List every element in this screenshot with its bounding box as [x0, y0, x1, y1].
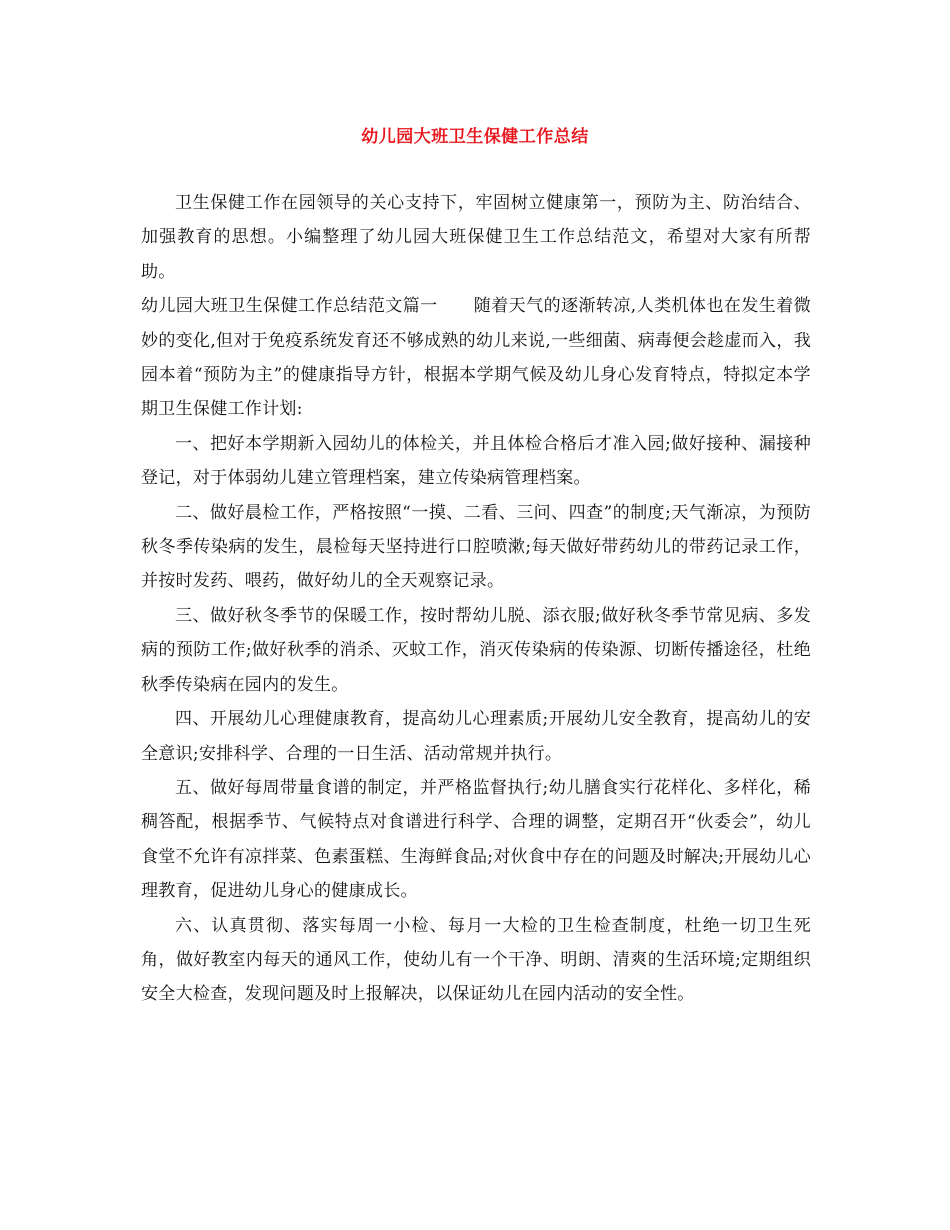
list-item-4: 四、开展幼儿心理健康教育，提高幼儿心理素质;开展幼儿安全教育，提高幼儿的安全意识;安排科学、合理的一日生活、活动常规并执行。 [141, 709, 811, 764]
list-item-1: 一、把好本学期新入园幼儿的体检关，并且体检合格后才准入园;做好接种、漏接种登记，对于体弱幼儿建立管理档案，建立传染病管理档案。 [141, 433, 811, 489]
section-heading: 幼儿园大班卫生保健工作总结范文篇一 [141, 296, 438, 317]
intro-paragraph: 卫生保健工作在园领导的关心支持下，牢固树立健康第一，预防为主、防治结合、加强教育的思想。小编整理了幼儿园大班保健卫生工作总结范文，希望对大家有所帮助。 [141, 193, 811, 282]
list-item-6: 六、认真贯彻、落实每周一小检、每月一大检的卫生检查制度，杜绝一切卫生死角，做好教室内每天的通风工作，使幼儿有一个干净、明朗、清爽的生活环境;定期组织安全大检查，发现问题及时上报解决，以保证幼儿在园内活动的安全性。 [141, 915, 811, 1005]
list-item-2: 二、做好晨检工作，严格按照“一摸、二看、三问、四查”的制度;天气渐凉，为预防秋冬季传染病的发生，晨检每天坚持进行口腔喷漱;每天做好带药幼儿的带药记录工作，并按时发药、喂药，做好幼儿的全天观察记录。 [141, 502, 811, 592]
section-lead: 随着天气的逐渐转凉,人类机体也在发生着微妙的变化,但对于免疫系统发育还不够成熟的幼儿来说,一些细菌、病毒便会趁虚而入，我园本着“预防为主”的健康指导方针，根据本学期气候及幼儿身心发育特点，特拟定本学期卫生保健工作计划: [141, 296, 811, 420]
document-title: 幼儿园大班卫生保健工作总结 [361, 127, 589, 147]
document-body [141, 186, 811, 1012]
section-paragraph [141, 289, 811, 427]
list-item-3: 三、做好秋冬季节的保暖工作，按时帮幼儿脱、添衣服;做好秋冬季节常见病、多发病的预防工作;做好秋季的消杀、灭蚊工作，消灭传染病的传染源、切断传播途径，杜绝秋季传染病在园内的发生。 [141, 605, 811, 695]
list-item-5: 五、做好每周带量食谱的制定，并严格监督执行;幼儿膳食实行花样化、多样化，稀稠答配，根据季节、气候特点对食谱进行科学、合理的调整，定期召开“伙委会”，幼儿食堂不允许有凉拌菜、色素蛋糕、生海鲜食品;对伙食中存在的问题及时解决;开展幼儿心理教育，促进幼儿身心的健康成长。 [141, 777, 811, 902]
